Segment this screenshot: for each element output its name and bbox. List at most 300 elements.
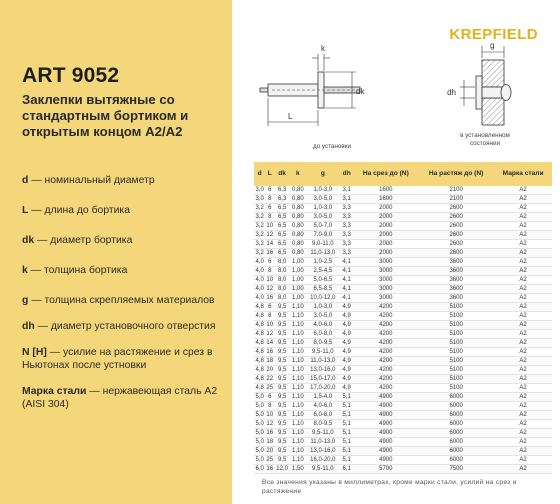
table-cell: A2: [494, 231, 552, 240]
table-cell: A2: [494, 204, 552, 213]
table-cell: 3,3: [340, 249, 354, 258]
table-cell: 5100: [418, 366, 494, 375]
table-cell: 8,0: [274, 294, 290, 303]
col-header-dh: dh: [340, 162, 354, 186]
table-row: [254, 447, 552, 456]
table-cell: 8: [265, 195, 274, 204]
table-cell: 12,0: [274, 465, 290, 474]
table-cell: 4900: [353, 411, 418, 420]
table-cell: 3000: [353, 285, 418, 294]
table-cell: 22: [266, 376, 274, 383]
table-cell: 4,8: [255, 376, 264, 383]
table-cell: 2600: [418, 222, 494, 231]
col-header-shear: На срез до (N): [353, 162, 418, 186]
table-cell: 0,80: [290, 249, 306, 258]
table-row: [254, 249, 552, 258]
table-cell: 3,3: [340, 240, 354, 249]
table-cell: 9,5: [274, 384, 290, 393]
info-panel: [0, 0, 232, 504]
table-cell: 6,3: [274, 195, 290, 204]
table-cell: 17,0-20,0: [306, 384, 340, 393]
table-cell: 3000: [353, 276, 418, 285]
table-cell: 5,0: [255, 421, 264, 428]
table-cell: 4,9: [340, 321, 354, 330]
table-row: [254, 330, 552, 339]
table-cell: 1,10: [290, 366, 306, 375]
table-cell: 11,0-13,0: [306, 438, 340, 447]
footnote: Все значения указаны в миллиметрах, кроме марки стали, усилий на срез и растяжение: [262, 479, 517, 495]
table-row: [254, 195, 552, 204]
table-cell: 4,9: [340, 375, 354, 384]
table-cell: 14: [266, 340, 274, 347]
table-cell: A2: [494, 303, 552, 312]
table-cell: 4,0: [255, 277, 264, 284]
table-row: [254, 294, 552, 303]
table-cell: 6,5: [274, 222, 290, 231]
table-cell: 6000: [418, 393, 494, 402]
table-cell: 16: [266, 466, 274, 473]
table-cell: 2000: [353, 213, 418, 222]
table-cell: 4900: [353, 438, 418, 447]
table-cell: 6,0-8,0: [306, 330, 340, 339]
table-cell: 9,5: [274, 312, 290, 321]
table-cell: 5,1: [340, 393, 354, 402]
table-cell: 5,0: [255, 457, 264, 464]
table-cell: 4,8: [255, 304, 264, 311]
table-cell: A2: [494, 375, 552, 384]
table-cell: 4,8: [255, 313, 264, 320]
table-cell: A2: [494, 348, 552, 357]
table-cell: 2000: [353, 204, 418, 213]
table-cell: A2: [494, 240, 552, 249]
table-cell: 4,0: [255, 268, 264, 275]
table-cell: 4900: [353, 420, 418, 429]
table-cell: 6,3: [274, 186, 290, 195]
table-cell: A2: [494, 222, 552, 231]
table-cell: 6: [265, 186, 274, 195]
table-cell: 3,1: [340, 186, 354, 195]
table-cell: 6000: [418, 456, 494, 465]
rivet-before-drawing: [260, 72, 360, 108]
spec-panel: [232, 0, 560, 504]
table-cell: 11,0-13,0: [306, 357, 340, 366]
table-cell: 2100: [418, 195, 494, 204]
table-cell: 6,0-8,0: [306, 411, 340, 420]
brand-logo: KREPFIELD: [449, 26, 538, 43]
table-cell: 5,0: [255, 394, 264, 401]
table-cell: 2000: [353, 231, 418, 240]
legend: [22, 174, 232, 411]
table-cell: 5,1: [340, 402, 354, 411]
table-cell: 4,9: [340, 348, 354, 357]
table-cell: 8: [265, 312, 274, 321]
table-cell: A2: [494, 258, 552, 267]
table-cell: A2: [494, 339, 552, 348]
table-cell: 6000: [418, 411, 494, 420]
table-cell: 8,0: [274, 258, 290, 267]
table-cell: A2: [494, 294, 552, 303]
table-cell: 8: [265, 267, 274, 276]
table-row: [254, 276, 552, 285]
table-cell: 0,80: [290, 195, 306, 204]
table-cell: A2: [494, 195, 552, 204]
table-row: [254, 348, 552, 357]
table-cell: 18: [266, 358, 274, 365]
table-cell: 1,00: [290, 276, 306, 285]
table-cell: 1,00: [290, 258, 306, 267]
table-cell: A2: [494, 456, 552, 465]
table-cell: 1,10: [290, 321, 306, 330]
legend-item-k: k — толщина бортика: [22, 265, 128, 276]
table-cell: 5100: [418, 357, 494, 366]
table-cell: 5100: [418, 348, 494, 357]
table-cell: 2600: [418, 231, 494, 240]
table-cell: 0,80: [290, 222, 306, 231]
table-cell: 10: [266, 412, 274, 419]
table-cell: 3,0: [255, 196, 264, 203]
table-cell: 3,3: [340, 204, 354, 213]
table-cell: 3000: [353, 267, 418, 276]
table-cell: 6,5-8,5: [306, 285, 340, 294]
table-cell: 6000: [418, 402, 494, 411]
table-cell: 20: [266, 448, 274, 455]
table-cell: 3,3: [340, 213, 354, 222]
table-cell: 20: [266, 367, 274, 374]
table-cell: 4200: [353, 375, 418, 384]
table-cell: 9,5-11,0: [306, 429, 340, 438]
table-cell: 4,1: [340, 258, 354, 267]
table-cell: 4900: [353, 429, 418, 438]
table-cell: 3,0: [255, 187, 264, 194]
table-cell: A2: [494, 330, 552, 339]
table-cell: 2000: [353, 222, 418, 231]
table-cell: 0,80: [290, 204, 306, 213]
table-cell: 4,8: [255, 349, 264, 356]
table-cell: 5700: [353, 465, 418, 474]
table-cell: 4200: [353, 303, 418, 312]
table-cell: 12: [266, 421, 274, 428]
table-cell: 5,0: [255, 448, 264, 455]
table-cell: 4200: [353, 384, 418, 393]
table-cell: 9,5: [274, 411, 290, 420]
table-cell: 5100: [418, 339, 494, 348]
dim-label-dk: dk: [356, 87, 365, 96]
table-row: [254, 267, 552, 276]
table-cell: 8,0: [274, 276, 290, 285]
legend-item-l: L — длина до бортика: [22, 205, 130, 216]
table-cell: 4,8: [255, 385, 264, 392]
table-cell: 4,9: [340, 303, 354, 312]
table-cell: 3,2: [255, 223, 264, 230]
table-row: [254, 186, 552, 195]
table-cell: 5100: [418, 330, 494, 339]
table-cell: 9,5: [274, 429, 290, 438]
table-cell: 3,2: [255, 232, 264, 239]
table-cell: 3,2: [255, 241, 264, 248]
table-cell: 4200: [353, 330, 418, 339]
table-cell: 1,10: [290, 402, 306, 411]
table-cell: 1,10: [290, 312, 306, 321]
table-cell: 16: [266, 430, 274, 437]
dim-label-dh: dh: [447, 88, 456, 97]
col-header-d: d: [254, 162, 265, 186]
table-row: [254, 402, 552, 411]
table-cell: 6000: [418, 438, 494, 447]
table-body: [254, 186, 552, 474]
table-row: [254, 321, 552, 330]
table-cell: 3,3: [340, 222, 354, 231]
table-cell: 2000: [353, 249, 418, 258]
table-cell: 5,0: [255, 403, 264, 410]
table-cell: 5100: [418, 375, 494, 384]
caption-before: до установки: [312, 143, 352, 150]
table-cell: 9,5: [274, 420, 290, 429]
table-cell: 1,0-3,0: [306, 204, 340, 213]
table-cell: 1,10: [290, 339, 306, 348]
legend-item-n: N [H] — усилие на растяжение и срез в Ньютонах после устновки: [22, 347, 213, 371]
table-cell: A2: [494, 186, 552, 195]
table-cell: 3600: [418, 285, 494, 294]
table-cell: 10: [266, 223, 274, 230]
table-row: [254, 366, 552, 375]
table-cell: 3,2: [255, 250, 264, 257]
table-cell: 10,0-12,0: [306, 294, 340, 303]
table-cell: 5,1: [340, 420, 354, 429]
table-cell: 6000: [418, 420, 494, 429]
table-row: [254, 303, 552, 312]
table-cell: 5,0: [255, 412, 264, 419]
table-cell: 4,0: [255, 286, 264, 293]
table-cell: 6: [265, 303, 274, 312]
table-cell: A2: [494, 438, 552, 447]
table-cell: 6,5: [274, 204, 290, 213]
table-row: [254, 357, 552, 366]
table-cell: 1,10: [290, 375, 306, 384]
table-header-row: [254, 162, 552, 186]
table-cell: A2: [494, 384, 552, 393]
table-cell: 5,0-6,5: [306, 276, 340, 285]
table-cell: 0,80: [290, 240, 306, 249]
table-cell: 4200: [353, 357, 418, 366]
table-cell: 3,3: [340, 231, 354, 240]
col-header-l: L: [265, 162, 274, 186]
table-cell: 5,0-7,0: [306, 222, 340, 231]
table-cell: 1,10: [290, 429, 306, 438]
table-cell: 7,0-9,0: [306, 231, 340, 240]
table-cell: 14: [266, 241, 274, 248]
table-cell: A2: [494, 429, 552, 438]
table-cell: 5100: [418, 321, 494, 330]
col-header-g: g: [306, 162, 340, 186]
table-cell: 6000: [418, 447, 494, 456]
table-cell: 8,0: [274, 267, 290, 276]
table-cell: 4,1: [340, 267, 354, 276]
table-cell: 1,0-2,5: [306, 258, 340, 267]
table-cell: 9,5: [274, 402, 290, 411]
table-cell: 6,0: [255, 466, 264, 473]
table-cell: 4,9: [340, 330, 354, 339]
table-cell: 10: [266, 277, 274, 284]
table-cell: 4,1: [340, 294, 354, 303]
table-cell: 1,00: [290, 294, 306, 303]
table-cell: 3,0-5,0: [306, 195, 340, 204]
table-cell: 2600: [418, 249, 494, 258]
table-cell: 12: [266, 286, 274, 293]
table-row: [254, 240, 552, 249]
table-cell: 8: [265, 213, 274, 222]
table-cell: 9,5: [274, 357, 290, 366]
table-cell: 5,1: [340, 429, 354, 438]
table-cell: 4,9: [340, 366, 354, 375]
table-cell: 4,0-6,0: [306, 402, 340, 411]
table-cell: 1,10: [290, 438, 306, 447]
table-cell: 4200: [353, 321, 418, 330]
table-cell: 16: [266, 295, 274, 302]
table-cell: 6,5: [274, 240, 290, 249]
table-cell: A2: [494, 321, 552, 330]
table-cell: 9,5: [274, 321, 290, 330]
table-cell: 4200: [353, 339, 418, 348]
table-cell: 15,0-17,0: [306, 375, 340, 384]
table-cell: 4,8: [255, 358, 264, 365]
table-cell: 3,0-5,0: [306, 213, 340, 222]
table-row: [254, 231, 552, 240]
table-cell: 9,5: [274, 303, 290, 312]
table-cell: 9,5-11,0: [306, 348, 340, 357]
table-cell: A2: [494, 285, 552, 294]
table-cell: 9,5: [274, 348, 290, 357]
table-cell: 13,0-16,0: [306, 447, 340, 456]
rivet-after-drawing: [476, 60, 511, 125]
dim-label-k: k: [321, 44, 325, 53]
table-cell: 4200: [353, 348, 418, 357]
table-cell: 9,5: [274, 366, 290, 375]
table-row: [254, 312, 552, 321]
table-cell: 4,9: [340, 357, 354, 366]
col-header-k: k: [290, 162, 306, 186]
table-cell: 4900: [353, 447, 418, 456]
table-cell: 9,5: [274, 330, 290, 339]
table-cell: 12: [266, 232, 274, 239]
table-cell: 9,5: [274, 375, 290, 384]
table-row: [254, 339, 552, 348]
table-cell: A2: [494, 276, 552, 285]
legend-item-dk: dk — диаметр бортика: [22, 235, 133, 246]
table-cell: 1600: [353, 186, 418, 195]
table-cell: 8,0-9,5: [306, 339, 340, 348]
table-cell: 6: [265, 258, 274, 267]
table-cell: 9,5: [274, 393, 290, 402]
table-cell: 5100: [418, 312, 494, 321]
caption-after: в установленном состоянии: [460, 132, 510, 147]
table-row: [254, 411, 552, 420]
table-cell: 2600: [418, 213, 494, 222]
table-row: [254, 384, 552, 393]
table-cell: 1,10: [290, 447, 306, 456]
table-cell: 4,1: [340, 276, 354, 285]
table-cell: 5,1: [340, 411, 354, 420]
table-cell: A2: [494, 213, 552, 222]
table-cell: 1,10: [290, 330, 306, 339]
table-row: [254, 456, 552, 465]
table-cell: 1,5-4,0: [306, 393, 340, 402]
table-cell: 16: [266, 349, 274, 356]
table-cell: 4900: [353, 393, 418, 402]
table-cell: 4,8: [255, 340, 264, 347]
product-subtitle: Заклепки вытяжные со стандартным бортиком и открытым концом A2/A2: [22, 92, 189, 139]
table-row: [254, 222, 552, 231]
table-cell: 8,0-9,5: [306, 420, 340, 429]
dim-label-l: L: [288, 112, 293, 121]
table-cell: 3,2: [255, 205, 264, 212]
table-cell: 2,5-4,5: [306, 267, 340, 276]
table-cell: 8,0: [274, 285, 290, 294]
table-cell: 3600: [418, 267, 494, 276]
table-cell: 4,8: [255, 322, 264, 329]
table-cell: 4900: [353, 456, 418, 465]
table-cell: 4200: [353, 312, 418, 321]
table-cell: A2: [494, 447, 552, 456]
table-cell: 4,0: [255, 259, 264, 266]
table-cell: 1,10: [290, 420, 306, 429]
table-cell: 5,1: [340, 447, 354, 456]
table-cell: 6,5: [274, 231, 290, 240]
table-cell: 3,0-5,0: [306, 312, 340, 321]
table-cell: 3600: [418, 258, 494, 267]
table-cell: A2: [494, 312, 552, 321]
table-cell: 13,0-16,0: [306, 366, 340, 375]
table-cell: 1,10: [290, 357, 306, 366]
table-cell: 1,00: [290, 285, 306, 294]
table-cell: 4,9: [340, 312, 354, 321]
table-cell: A2: [494, 393, 552, 402]
table-cell: 5,1: [340, 438, 354, 447]
col-header-dk: dk: [274, 162, 290, 186]
table-cell: 3000: [353, 294, 418, 303]
table-row: [254, 285, 552, 294]
col-header-steel: Марка стали: [494, 162, 552, 186]
table-cell: 3,2: [255, 214, 264, 221]
table-cell: 4,9: [340, 384, 354, 393]
table-cell: 1,0-3,0: [306, 186, 340, 195]
table-row: [254, 213, 552, 222]
table-cell: 0,80: [290, 186, 306, 195]
table-cell: 1,10: [290, 384, 306, 393]
table-cell: 6,1: [340, 465, 354, 474]
table-row: [254, 393, 552, 402]
table-cell: 3600: [418, 276, 494, 285]
table-cell: 4,8: [255, 331, 264, 338]
table-cell: A2: [494, 357, 552, 366]
table-cell: 4900: [353, 402, 418, 411]
table-row: [254, 258, 552, 267]
table-cell: 6: [265, 204, 274, 213]
table-cell: 25: [266, 457, 274, 464]
table-cell: 9,5-11,0: [306, 465, 340, 474]
table-cell: 6,5: [274, 213, 290, 222]
table-cell: 9,5: [274, 438, 290, 447]
table-cell: 16: [266, 250, 274, 257]
table-cell: 2100: [418, 186, 494, 195]
table-cell: A2: [494, 411, 552, 420]
table-cell: 10: [266, 322, 274, 329]
table-cell: 3600: [418, 294, 494, 303]
table-cell: 9,0-11,0: [306, 240, 340, 249]
col-header-tension: На растяж до (N): [418, 162, 494, 186]
table-cell: 9,5: [274, 339, 290, 348]
table-cell: 18: [266, 439, 274, 446]
table-cell: 3000: [353, 258, 418, 267]
